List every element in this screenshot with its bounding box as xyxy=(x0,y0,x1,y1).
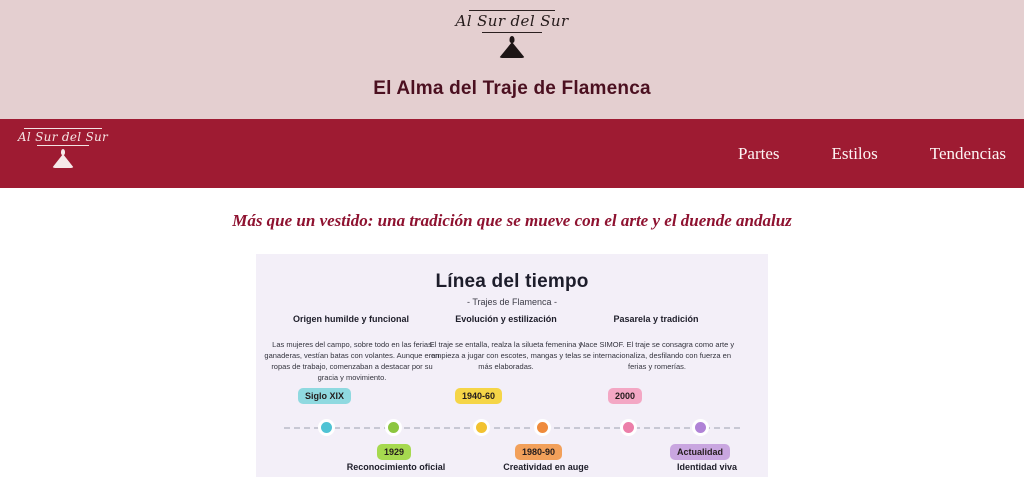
timeline-heading-3: Evolución y estilización xyxy=(455,314,557,324)
navbar-links xyxy=(738,119,1006,188)
timeline-heading-6: Identidad viva xyxy=(676,462,738,472)
timeline-subtitle: - Trajes de Flamenca - xyxy=(466,297,558,307)
timeline-description-1: Las mujeres del campo, sobre todo en las ferias ganaderas, vestían batas con volantes. Aunque eran ropas de trabajo, comenzaban a destacar por su gracia y movimiento. xyxy=(264,340,440,382)
timeline-description-3: El traje se entalla, realza la silueta femenina y empieza a jugar con escotes, mangas y telas más elaboradas. xyxy=(429,340,583,371)
timeline-node-6[interactable] xyxy=(692,419,709,436)
navbar-logo-wordmark: Al Sur del Sur xyxy=(17,130,109,144)
timeline-node-2[interactable] xyxy=(385,419,402,436)
timeline-axis xyxy=(284,427,740,431)
logo-rule-bottom xyxy=(482,32,542,33)
navbar-logo-rule-bottom xyxy=(37,145,89,146)
timeline-description-5: Nace SIMOF. El traje se consagra como arte y se internacionaliza, desfilando con fuerza en ferias y romerías. xyxy=(579,340,735,371)
timeline-heading-4: Creatividad en auge xyxy=(503,462,589,472)
timeline-label-1929[interactable]: 1929 xyxy=(377,444,411,460)
timeline-node-3[interactable] xyxy=(473,419,490,436)
navbar-logo[interactable] xyxy=(8,123,118,183)
flamenco-dress-icon xyxy=(52,149,74,168)
logo-wordmark: Al Sur del Sur xyxy=(455,12,569,30)
timeline-node-5[interactable] xyxy=(620,419,637,436)
timeline-node-1[interactable] xyxy=(318,419,335,436)
timeline-label-siglo-xix[interactable]: Siglo XIX xyxy=(298,388,351,404)
tagline-section xyxy=(0,188,1024,254)
nav-link-partes[interactable]: Partes xyxy=(737,143,780,163)
timeline-node-4[interactable] xyxy=(534,419,551,436)
timeline-label-2000[interactable]: 2000 xyxy=(608,388,642,404)
nav-link-tendencias[interactable]: Tendencias xyxy=(929,143,1006,163)
logo-rule-top xyxy=(469,10,555,11)
timeline-heading-1: Origen humilde y funcional xyxy=(292,314,409,324)
timeline-heading-5: Pasarela y tradición xyxy=(613,314,699,324)
timeline-label-1980-90[interactable]: 1980-90 xyxy=(515,444,562,460)
timeline-card xyxy=(256,254,768,477)
timeline-label-1940-60[interactable]: 1940-60 xyxy=(455,388,502,404)
timeline-heading-2: Reconocimiento oficial xyxy=(346,462,446,472)
brand-logo[interactable] xyxy=(452,6,572,70)
tagline-text: Más que un vestido: una tradición que se mueve con el arte y el duende andaluz xyxy=(232,211,792,230)
timeline-label-actualidad[interactable]: Actualidad xyxy=(670,444,730,460)
top-banner xyxy=(0,0,1024,119)
page-title: El Alma del Traje de Flamenca xyxy=(373,78,651,99)
navbar xyxy=(0,119,1024,188)
navbar-logo-rule-top xyxy=(24,128,102,129)
nav-link-estilos[interactable]: Estilos xyxy=(831,143,878,163)
timeline-title: Línea del tiempo xyxy=(435,271,589,292)
flamenco-dress-icon xyxy=(499,36,525,58)
